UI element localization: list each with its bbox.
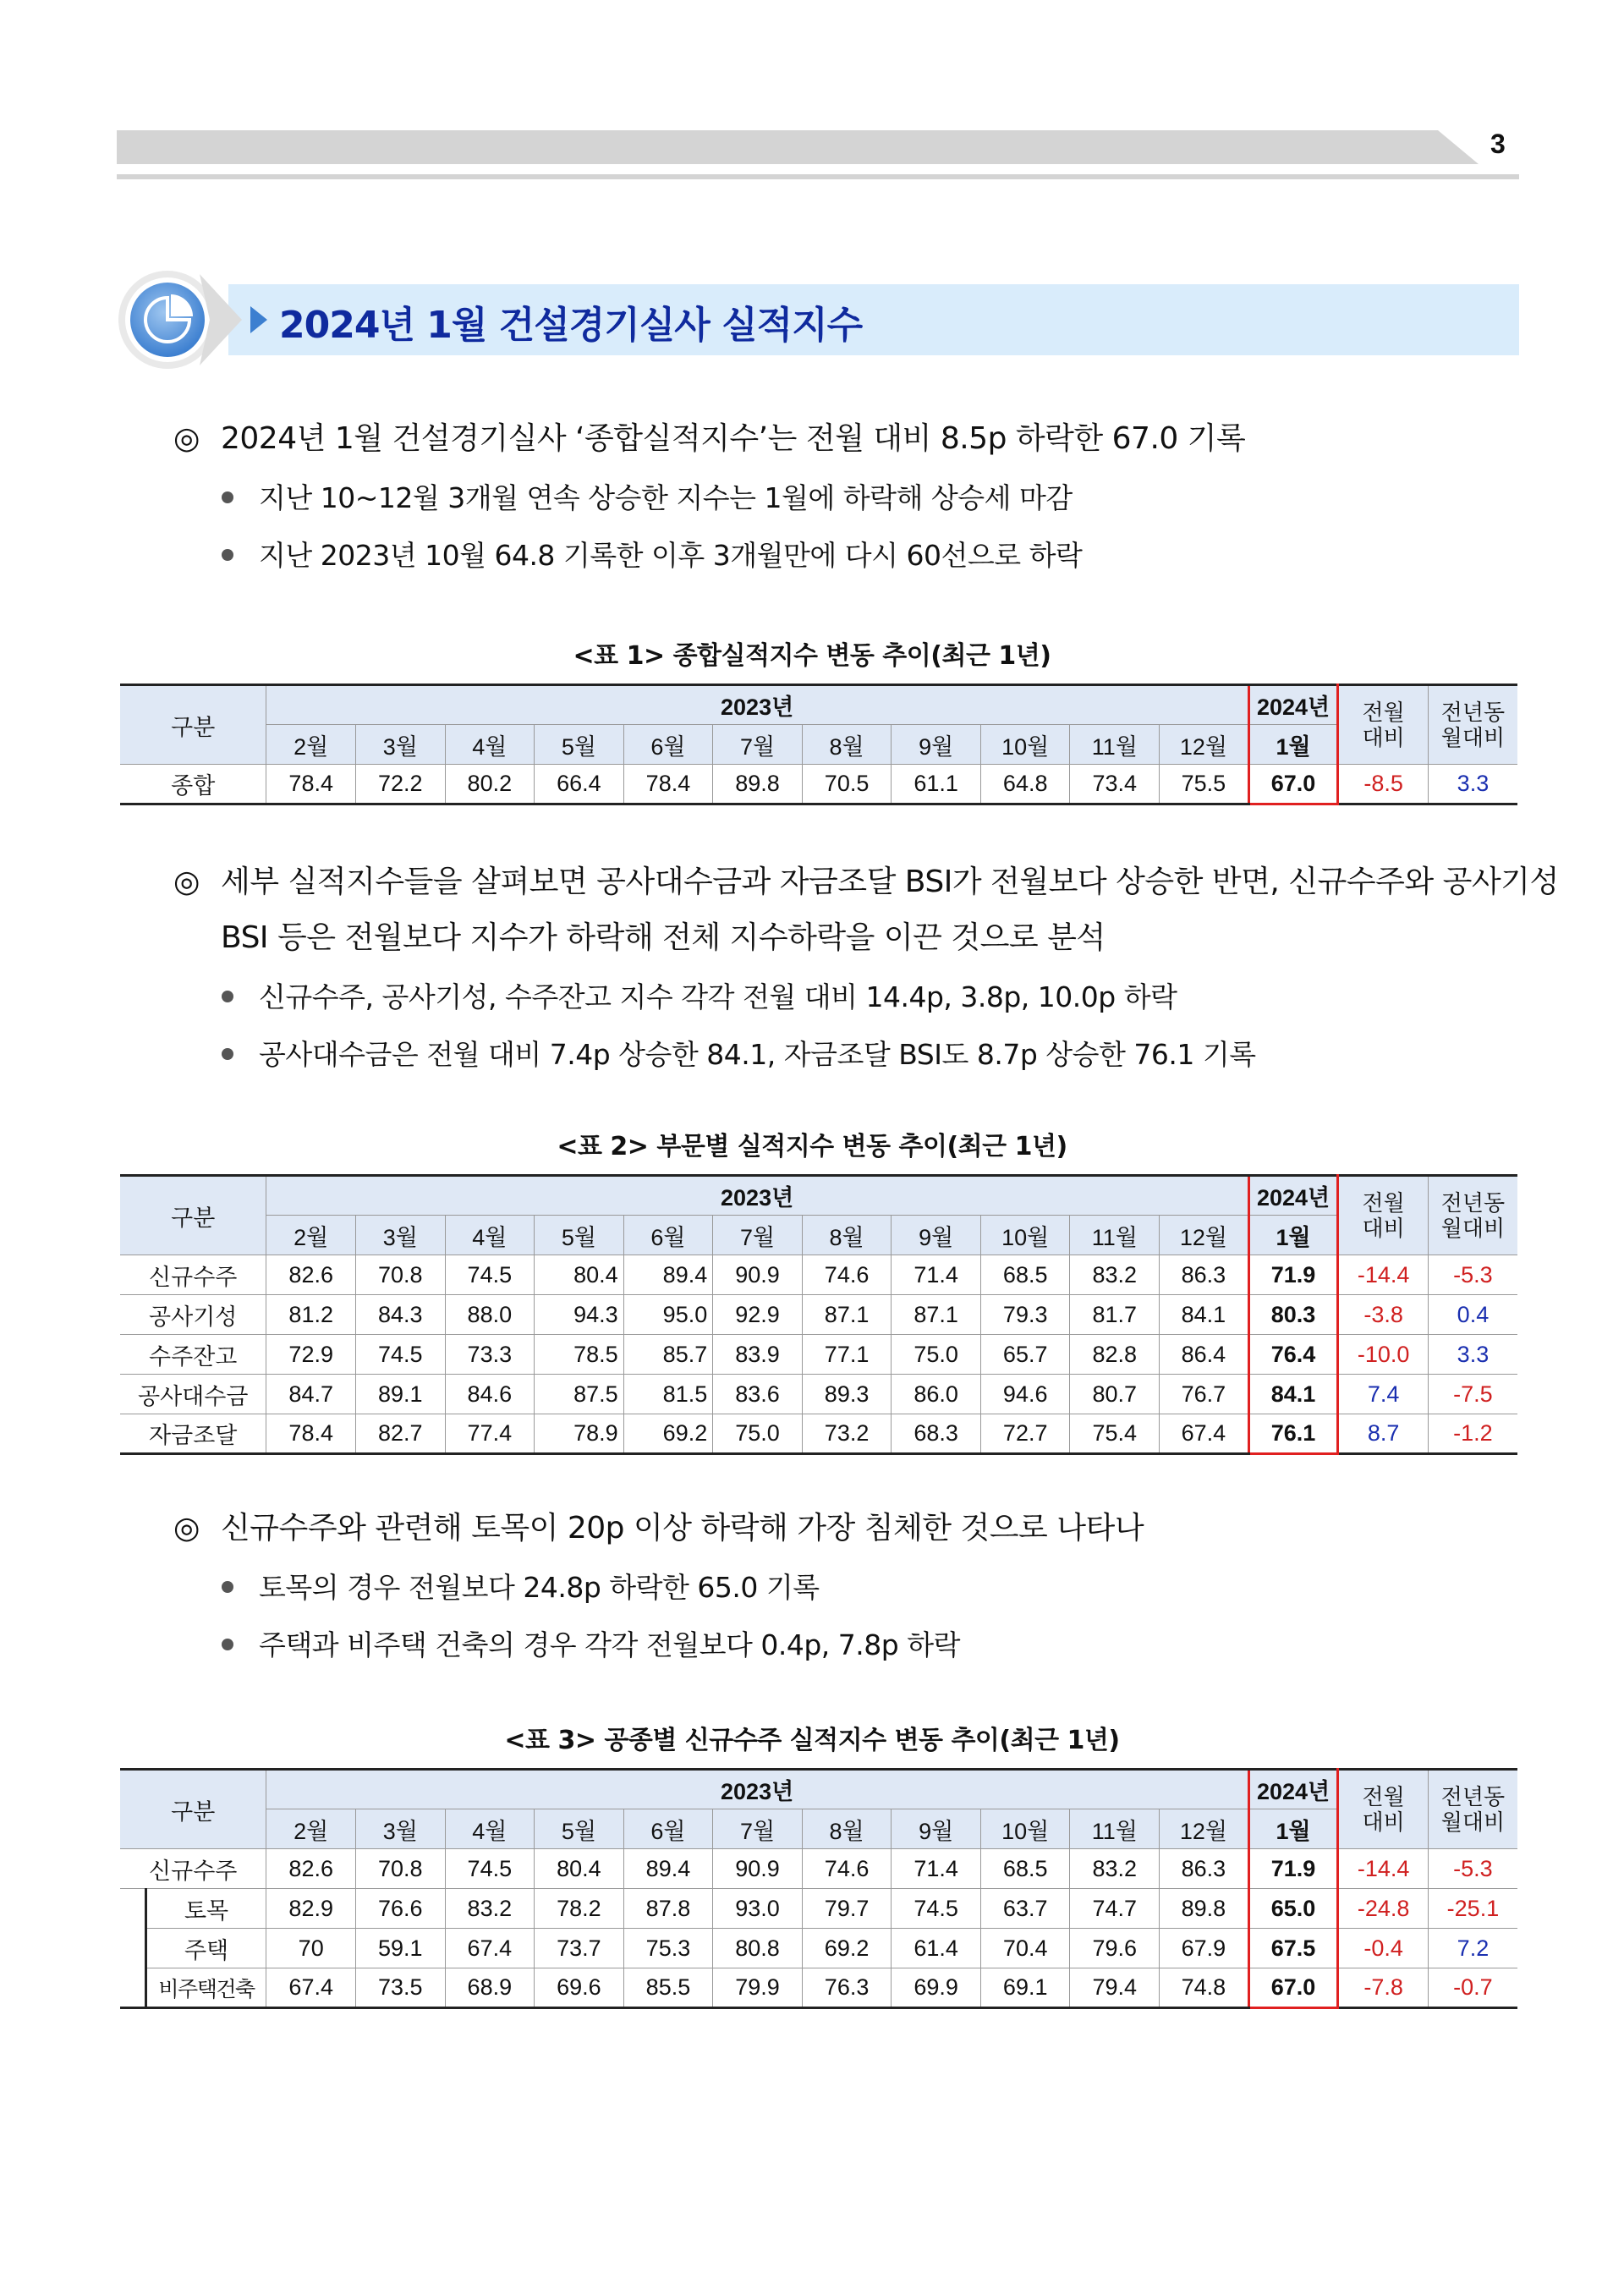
double-circle-marker: ◎ <box>173 421 200 456</box>
table-cell-mom: -24.8 <box>1338 1889 1429 1929</box>
header-band-notch <box>1438 130 1479 164</box>
table-cell: 94.6 <box>980 1375 1070 1414</box>
section3-headline <box>173 1501 1144 1557</box>
table-cell: 83.9 <box>713 1335 803 1375</box>
table-cell: 76.7 <box>1160 1375 1249 1414</box>
table-cell: 68.5 <box>980 1255 1070 1295</box>
header-month: 2월 <box>266 725 356 765</box>
table-cell: 75.3 <box>623 1929 713 1968</box>
table-cell: 70 <box>266 1929 356 1968</box>
table-cell: 89.1 <box>355 1375 445 1414</box>
header-month: 3월 <box>355 725 445 765</box>
header-month: 6월 <box>623 725 713 765</box>
header-month: 2월 <box>266 1809 356 1849</box>
table-cell: 80.7 <box>1070 1375 1160 1414</box>
table-cell: 79.7 <box>802 1889 892 1929</box>
header-month: 9월 <box>892 1216 981 1255</box>
header-month: 3월 <box>355 1809 445 1849</box>
table-cell: 69.2 <box>802 1929 892 1968</box>
table-cell: 81.2 <box>266 1295 356 1335</box>
header-category: 구분 <box>120 1770 266 1849</box>
table1-caption: <표 1> 종합실적지수 변동 추이(최근 1년) <box>573 641 1051 671</box>
header-rule <box>117 174 1519 179</box>
table-cell: 86.3 <box>1160 1255 1249 1295</box>
bullet-text: 신규수주, 공사기성, 수주잔고 지수 각각 전월 대비 14.4p, 3.8p, 10.0p 하락 <box>259 980 1177 1013</box>
table-cell: 80.2 <box>445 765 535 804</box>
header-year-2023: 2023년 <box>266 685 1248 725</box>
table-cell: 66.4 <box>535 765 624 804</box>
table-cell: 78.5 <box>535 1335 624 1375</box>
table-cell: 63.7 <box>980 1889 1070 1929</box>
table-row <box>120 1849 1517 1889</box>
table-cell-jan: 71.9 <box>1248 1849 1338 1889</box>
table-cell: 84.6 <box>445 1375 535 1414</box>
table-cell: 73.4 <box>1070 765 1160 804</box>
header-mom: 전월 대비 <box>1338 1176 1429 1255</box>
table-cell: 82.7 <box>355 1414 445 1454</box>
table3-caption: <표 3> 공종별 신규수주 실적지수 변동 추이(최근 1년) <box>504 1726 1120 1755</box>
table-row <box>120 1968 1517 2008</box>
table-cell: 69.6 <box>535 1968 624 2008</box>
header-month: 10월 <box>980 1216 1070 1255</box>
table-cell: 84.7 <box>266 1375 356 1414</box>
table-cell: 76.3 <box>802 1968 892 2008</box>
table2 <box>120 1174 1517 1455</box>
table-cell: 74.5 <box>445 1849 535 1889</box>
table-cell: 74.6 <box>802 1255 892 1295</box>
table-cell-yoy: -25.1 <box>1428 1889 1517 1929</box>
table-cell: 74.7 <box>1070 1889 1160 1929</box>
table-cell: 71.4 <box>892 1849 981 1889</box>
table-cell: 69.9 <box>892 1968 981 2008</box>
table-row <box>120 1335 1517 1375</box>
header-month: 12월 <box>1160 1809 1249 1849</box>
table-cell-yoy: -0.7 <box>1428 1968 1517 2008</box>
table-cell: 64.8 <box>980 765 1070 804</box>
table-cell: 87.1 <box>892 1295 981 1335</box>
table-cell: 65.7 <box>980 1335 1070 1375</box>
table-cell: 72.7 <box>980 1414 1070 1454</box>
table-cell-jan: 67.0 <box>1248 765 1338 804</box>
table1 <box>120 684 1517 805</box>
table-cell-jan: 84.1 <box>1248 1375 1338 1414</box>
table-cell: 72.9 <box>266 1335 356 1375</box>
table-cell: 75.5 <box>1160 765 1249 804</box>
table2-caption: <표 2> 부문별 실적지수 변동 추이(최근 1년) <box>557 1132 1067 1161</box>
header-month-jan: 1월 <box>1248 1809 1338 1849</box>
row-label: 비주택건축 <box>145 1968 266 2008</box>
table-cell-yoy: -5.3 <box>1428 1255 1517 1295</box>
table-cell: 88.0 <box>445 1295 535 1335</box>
table-cell-yoy: -7.5 <box>1428 1375 1517 1414</box>
header-month: 8월 <box>802 725 892 765</box>
header-month-jan: 1월 <box>1248 1216 1338 1255</box>
bullet-dot <box>222 1048 233 1060</box>
header-month: 4월 <box>445 725 535 765</box>
table-cell-mom: -14.4 <box>1338 1849 1429 1889</box>
bullet-dot <box>222 991 233 1002</box>
section1-bullet-2 <box>222 528 1082 584</box>
table-cell: 68.5 <box>980 1849 1070 1889</box>
bullet-text: 지난 2023년 10월 64.8 기록한 이후 3개월만에 다시 60선으로 하락 <box>259 539 1083 572</box>
page-number: 3 <box>1490 129 1506 159</box>
table-cell: 92.9 <box>713 1295 803 1335</box>
header-month: 11월 <box>1070 1809 1160 1849</box>
table-row <box>120 1414 1517 1454</box>
section2-headline-text: 세부 실적지수들을 살펴보면 공사대수금과 자금조달 BSI가 전월보다 상승한 반면, 신규수주와 공사기성 <box>221 865 1559 899</box>
table-cell: 67.4 <box>266 1968 356 2008</box>
header-month: 10월 <box>980 1809 1070 1849</box>
bullet-text: 토목의 경우 전월보다 24.8p 하락한 65.0 기록 <box>259 1571 820 1604</box>
section2-bullet-2 <box>222 1027 1256 1083</box>
section1-headline <box>173 411 1245 467</box>
header-year-2024: 2024년 <box>1248 685 1338 725</box>
table-cell: 68.9 <box>445 1968 535 2008</box>
bullet-dot <box>222 549 233 561</box>
header-mom: 전월 대비 <box>1338 1770 1429 1849</box>
table-cell: 68.3 <box>892 1414 981 1454</box>
table-cell: 59.1 <box>355 1929 445 1968</box>
table-cell-mom: -0.4 <box>1338 1929 1429 1968</box>
table-cell-yoy: 7.2 <box>1428 1929 1517 1968</box>
section3-headline-text: 신규수주와 관련해 토목이 20p 이상 하락해 가장 침체한 것으로 나타나 <box>221 1511 1144 1546</box>
table-cell: 87.5 <box>535 1375 624 1414</box>
header-month: 8월 <box>802 1216 892 1255</box>
table-cell: 78.9 <box>535 1414 624 1454</box>
header-yoy: 전년동 월대비 <box>1428 1770 1517 1849</box>
table-cell: 78.4 <box>623 765 713 804</box>
table-cell: 89.8 <box>713 765 803 804</box>
table-row <box>120 1889 1517 1929</box>
table-cell: 75.0 <box>713 1414 803 1454</box>
header-month: 4월 <box>445 1809 535 1849</box>
table-cell-yoy: -5.3 <box>1428 1849 1517 1889</box>
table3 <box>120 1768 1517 2009</box>
table-cell: 83.2 <box>1070 1849 1160 1889</box>
table-cell: 82.6 <box>266 1255 356 1295</box>
header-month: 6월 <box>623 1216 713 1255</box>
table-cell: 84.3 <box>355 1295 445 1335</box>
header-month-jan: 1월 <box>1248 725 1338 765</box>
table-cell-yoy: -1.2 <box>1428 1414 1517 1454</box>
table-cell: 82.9 <box>266 1889 356 1929</box>
table-row <box>120 1255 1517 1295</box>
table-cell-jan: 67.5 <box>1248 1929 1338 1968</box>
row-label: 신규수주 <box>120 1255 266 1295</box>
row-label: 종합 <box>120 765 266 804</box>
table-cell: 83.6 <box>713 1375 803 1414</box>
table-cell: 71.4 <box>892 1255 981 1295</box>
header-month: 5월 <box>535 1809 624 1849</box>
bullet-dot <box>222 491 233 503</box>
table-cell: 79.9 <box>713 1968 803 2008</box>
table-cell-jan: 76.4 <box>1248 1335 1338 1375</box>
table-cell: 78.4 <box>266 1414 356 1454</box>
row-label: 수주잔고 <box>120 1335 266 1375</box>
table-cell: 84.1 <box>1160 1295 1249 1335</box>
table-cell: 70.5 <box>802 765 892 804</box>
table-cell: 74.5 <box>892 1889 981 1929</box>
header-month: 8월 <box>802 1809 892 1849</box>
table-cell: 61.4 <box>892 1929 981 1968</box>
bullet-dot <box>222 1639 233 1650</box>
row-label: 공사대수금 <box>120 1375 266 1414</box>
table-cell: 89.3 <box>802 1375 892 1414</box>
table-cell: 75.0 <box>892 1335 981 1375</box>
header-mom: 전월 대비 <box>1338 685 1429 765</box>
table-cell: 73.5 <box>355 1968 445 2008</box>
row-label: 신규수주 <box>120 1849 266 1889</box>
table-cell: 67.9 <box>1160 1929 1249 1968</box>
table-cell: 89.4 <box>623 1255 713 1295</box>
table-cell: 89.8 <box>1160 1889 1249 1929</box>
table-cell-mom: -10.0 <box>1338 1335 1429 1375</box>
double-circle-marker: ◎ <box>173 865 200 899</box>
table-cell-mom: -8.5 <box>1338 765 1429 804</box>
section2-bullet-1 <box>222 969 1177 1025</box>
table-cell: 82.6 <box>266 1849 356 1889</box>
bullet-text: 지난 10~12월 3개월 연속 상승한 지수는 1월에 하락해 상승세 마감 <box>259 481 1073 514</box>
table-cell: 70.8 <box>355 1255 445 1295</box>
table-cell-mom: -14.4 <box>1338 1255 1429 1295</box>
table-cell: 69.2 <box>623 1414 713 1454</box>
row-label: 자금조달 <box>120 1414 266 1454</box>
row-indent <box>120 1889 145 2008</box>
row-label: 토목 <box>145 1889 266 1929</box>
header-month: 6월 <box>623 1809 713 1849</box>
header-month: 7월 <box>713 1216 803 1255</box>
header-year-2023: 2023년 <box>266 1770 1248 1809</box>
table-cell: 79.6 <box>1070 1929 1160 1968</box>
table-cell: 86.3 <box>1160 1849 1249 1889</box>
table-cell: 87.1 <box>802 1295 892 1335</box>
section1-headline-text: 2024년 1월 건설경기실사 ‘종합실적지수’는 전월 대비 8.5p 하락한 67.0 기록 <box>221 421 1246 456</box>
table-cell: 81.7 <box>1070 1295 1160 1335</box>
header-yoy: 전년동 월대비 <box>1428 685 1517 765</box>
table-cell: 79.4 <box>1070 1968 1160 2008</box>
table-cell: 94.3 <box>535 1295 624 1335</box>
section3-bullet-1 <box>222 1560 820 1616</box>
table-cell-jan: 71.9 <box>1248 1255 1338 1295</box>
table-cell-jan: 65.0 <box>1248 1889 1338 1929</box>
table-cell: 67.4 <box>445 1929 535 1968</box>
table-cell: 81.5 <box>623 1375 713 1414</box>
header-month: 2월 <box>266 1216 356 1255</box>
section3-bullet-2 <box>222 1617 960 1673</box>
table-cell-jan: 76.1 <box>1248 1414 1338 1454</box>
header-month: 9월 <box>892 725 981 765</box>
header-category: 구분 <box>120 685 266 765</box>
table-cell: 85.5 <box>623 1968 713 2008</box>
table-cell: 78.4 <box>266 765 356 804</box>
header-year-2023: 2023년 <box>266 1176 1248 1216</box>
table-cell: 80.4 <box>535 1255 624 1295</box>
table-cell: 70.4 <box>980 1929 1070 1968</box>
table-cell: 67.4 <box>1160 1414 1249 1454</box>
header-month: 10월 <box>980 725 1070 765</box>
table-cell: 90.9 <box>713 1849 803 1889</box>
table-cell: 80.4 <box>535 1849 624 1889</box>
header-month: 9월 <box>892 1809 981 1849</box>
table-cell-mom: 7.4 <box>1338 1375 1429 1414</box>
table-cell-yoy: 3.3 <box>1428 1335 1517 1375</box>
pie-chart-icon <box>115 264 276 374</box>
header-year-2024: 2024년 <box>1248 1770 1338 1809</box>
header-category: 구분 <box>120 1176 266 1255</box>
table-cell: 74.5 <box>355 1335 445 1375</box>
header-month: 7월 <box>713 1809 803 1849</box>
table-cell: 86.0 <box>892 1375 981 1414</box>
row-label: 공사기성 <box>120 1295 266 1335</box>
table-cell: 83.2 <box>1070 1255 1160 1295</box>
table-cell: 82.8 <box>1070 1335 1160 1375</box>
table-cell: 90.9 <box>713 1255 803 1295</box>
table-cell: 73.7 <box>535 1929 624 1968</box>
header-year-2024: 2024년 <box>1248 1176 1338 1216</box>
table-cell-jan: 80.3 <box>1248 1295 1338 1335</box>
table-row <box>120 1375 1517 1414</box>
table-cell: 78.2 <box>535 1889 624 1929</box>
header-month: 11월 <box>1070 1216 1160 1255</box>
table-row <box>120 1929 1517 1968</box>
table-cell-mom: -7.8 <box>1338 1968 1429 2008</box>
table-cell-yoy: 0.4 <box>1428 1295 1517 1335</box>
table-cell: 74.8 <box>1160 1968 1249 2008</box>
table-row <box>120 1295 1517 1335</box>
header-band <box>117 130 1479 164</box>
bullet-text: 주택과 비주택 건축의 경우 각각 전월보다 0.4p, 7.8p 하락 <box>259 1628 960 1661</box>
bullet-text: 공사대수금은 전월 대비 7.4p 상승한 84.1, 자금조달 BSI도 8.7p 상승한 76.1 기록 <box>259 1038 1256 1071</box>
table-cell: 93.0 <box>713 1889 803 1929</box>
header-month: 11월 <box>1070 725 1160 765</box>
header-month: 3월 <box>355 1216 445 1255</box>
section2-headline-cont: BSI 등은 전월보다 지수가 하락해 전체 지수하락을 이끈 것으로 분석 <box>221 920 1106 955</box>
header-yoy: 전년동 월대비 <box>1428 1176 1517 1255</box>
double-circle-marker: ◎ <box>173 1511 200 1546</box>
section-title: 2024년 1월 건설경기실사 실적지수 <box>279 304 863 347</box>
table-cell: 72.2 <box>355 765 445 804</box>
table-cell: 74.6 <box>802 1849 892 1889</box>
table-cell: 75.4 <box>1070 1414 1160 1454</box>
table-cell: 76.6 <box>355 1889 445 1929</box>
header-month: 5월 <box>535 1216 624 1255</box>
table-cell: 74.5 <box>445 1255 535 1295</box>
section1-bullet-1 <box>222 470 1073 526</box>
table-cell: 77.4 <box>445 1414 535 1454</box>
section2-headline <box>173 854 1559 910</box>
table-cell: 87.8 <box>623 1889 713 1929</box>
table-cell-yoy: 3.3 <box>1428 765 1517 804</box>
table-cell: 86.4 <box>1160 1335 1249 1375</box>
table-cell: 69.1 <box>980 1968 1070 2008</box>
table-cell: 73.2 <box>802 1414 892 1454</box>
table-cell: 89.4 <box>623 1849 713 1889</box>
table-cell: 61.1 <box>892 765 981 804</box>
header-month: 12월 <box>1160 725 1249 765</box>
header-month: 5월 <box>535 725 624 765</box>
table-cell: 85.7 <box>623 1335 713 1375</box>
table-cell: 77.1 <box>802 1335 892 1375</box>
table-cell: 73.3 <box>445 1335 535 1375</box>
header-month: 4월 <box>445 1216 535 1255</box>
table-cell-mom: 8.7 <box>1338 1414 1429 1454</box>
table-cell: 95.0 <box>623 1295 713 1335</box>
table-cell: 80.8 <box>713 1929 803 1968</box>
table-cell: 79.3 <box>980 1295 1070 1335</box>
table-cell-mom: -3.8 <box>1338 1295 1429 1335</box>
header-month: 7월 <box>713 725 803 765</box>
bullet-dot <box>222 1581 233 1593</box>
table-cell: 83.2 <box>445 1889 535 1929</box>
header-month: 12월 <box>1160 1216 1249 1255</box>
table-cell: 70.8 <box>355 1849 445 1889</box>
row-label: 주택 <box>145 1929 266 1968</box>
table-cell-jan: 67.0 <box>1248 1968 1338 2008</box>
